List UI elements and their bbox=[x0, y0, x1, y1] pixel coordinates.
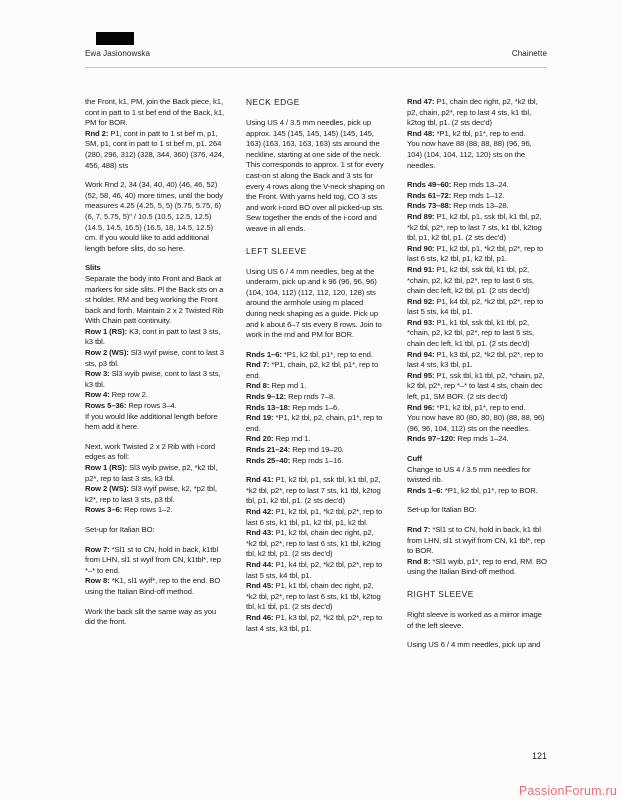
instruction-label: Row 1 (RS): bbox=[85, 326, 130, 336]
paragraph: Right sleeve is worked as a mirror image of the left sleeve. bbox=[407, 609, 542, 630]
instruction-label: Rnd 8: bbox=[407, 556, 433, 566]
instruction-label: Rnd 90: bbox=[407, 243, 437, 253]
instruction-label: Rnd 45: bbox=[246, 581, 276, 591]
header-book-title: Chainette bbox=[511, 49, 547, 58]
paragraph: Rnd 93: P1, k1 tbl, ssk tbl, k1 tbl, p2, *chain, p2, k2 tbl, p2*, rep to last 5 sts, chain dec left, k1 tbl, p1. (2 sts dec'd) bbox=[407, 317, 534, 349]
paragraph: Row 8: *K1, sl1 wyif*, rep to the end. BO using the Italian Bind-off method. bbox=[85, 576, 221, 596]
paragraph: Rnd 92: P1, k4 tbl, p2, *k2 tbl, p2*, rep to last 5 sts, k4 tbl, p1. bbox=[407, 296, 544, 317]
text-group bbox=[407, 505, 547, 516]
text-group bbox=[85, 607, 225, 628]
instruction-label: Rnds 61–72: bbox=[407, 190, 454, 200]
paragraph: Rnds 61–72: Rep rnds 1–12. bbox=[407, 190, 505, 200]
text-group bbox=[407, 525, 547, 578]
column-middle bbox=[246, 97, 386, 643]
paragraph: Rnd 45: P1, k1 tbl, chain dec right, p2, *k2 tbl, p2*, rep to last 6 sts, k1 tbl, k2tog tbl, k1 tbl, p1. (2 sts dec'd) bbox=[246, 581, 381, 612]
paragraph: Row 3: Sl3 wyib pwise, cont to last 3 sts, k3 tbl. bbox=[85, 369, 221, 389]
paragraph: You now have 80 (80, 80, 80) (88, 88, 96) (96, 96, 104, 112) sts on the needles. bbox=[407, 413, 545, 433]
instruction-label: Rnds 97–120: bbox=[407, 434, 458, 444]
text-group bbox=[246, 350, 386, 467]
section-heading: NECK EDGE bbox=[246, 97, 300, 107]
instruction-label: Rnd 95: bbox=[407, 370, 437, 380]
paragraph: Separate the body into Front and Back at markers for side slits. Pl the Back sts on a st holder. RM and beg working the Front back and forth. Maintain 2 x 2 Twisted Rib With Chain patt continuity. bbox=[85, 273, 224, 326]
paragraph: Rnd 91: P1, k2 tbl, ssk tbl, k1 tbl, p2, *chain, p2, k2 tbl, p2*, rep to last 6 sts, chain dec left, k2 tbl, p1. (2 sts dec'd) bbox=[407, 264, 534, 296]
instruction-label: Row 1 (RS): bbox=[85, 463, 130, 472]
section-heading: RIGHT SLEEVE bbox=[407, 588, 474, 599]
sub-heading: Slits bbox=[85, 263, 101, 273]
paragraph: Rnd 43: P1, k2 tbl, chain dec right, p2, *k2 tbl, p2*, rep to last 6 sts, k1 tbl, k2tog tbl, k2 tbl, p1. (2 sts dec'd) bbox=[246, 528, 381, 559]
text-group bbox=[246, 267, 386, 341]
paragraph: Rnd 95: P1, ssk tbl, k1 tbl, p2, *chain, p2, k2 tbl, p2*, rep *–* to last 4 sts, chain dec left, p1, SM BOR. (2 sts dec'd) bbox=[407, 370, 545, 402]
paragraph: Rnd 96: *P1, k2 tbl, p1*, rep to end. bbox=[407, 402, 526, 412]
paragraph: Row 7: *Sl1 st to CN, hold in back, k1tbl from LHN, sl1 st wyif from CN, k1tbl*, rep *–* to end. bbox=[85, 544, 221, 575]
instruction-label: Rnd 92: bbox=[407, 296, 437, 306]
text-group bbox=[407, 180, 547, 445]
instruction-label: Rnds 25–40: bbox=[246, 455, 293, 465]
instruction-label: Rnd 20: bbox=[246, 434, 276, 444]
section-heading: LEFT SLEEVE bbox=[246, 245, 307, 256]
instruction-label: Row 7: bbox=[85, 544, 112, 554]
instruction-label: Rnd 42: bbox=[246, 507, 276, 516]
paragraph: Work the back slit the same way as you did the front. bbox=[85, 606, 217, 627]
instruction-label: Rnd 46: bbox=[246, 612, 276, 622]
instruction-label: Rnd 48: bbox=[407, 128, 437, 138]
text-group bbox=[407, 589, 547, 600]
paragraph: Rnd 8: *Sl1 wyib, p1*, rep to end, RM. BO using the Italian Bind-off method. bbox=[407, 556, 547, 577]
paragraph: Rnds 1–6: *P1, k2 tbl, p1*, rep to BOR. bbox=[407, 485, 538, 495]
paragraph: Rnds 97–120: Rep rnds 1–24. bbox=[407, 434, 509, 444]
text-group bbox=[246, 97, 386, 108]
paragraph: Rnd 19: *P1, k2 tbl, p2, chain, p1*, rep to end. bbox=[246, 413, 383, 433]
column-right bbox=[407, 97, 547, 660]
instruction-label: Rnd 7: bbox=[407, 524, 433, 534]
paragraph: If you would like additional length before hem add it here. bbox=[85, 411, 218, 432]
text-group bbox=[246, 475, 386, 634]
text-group bbox=[85, 545, 225, 598]
text-group bbox=[407, 640, 547, 651]
instruction-label: Row 3: bbox=[85, 369, 112, 379]
paragraph: Rows 5–36: Rep rows 3–4. bbox=[85, 401, 177, 411]
paragraph: the Front, k1, PM, join the Back piece, k1, cont in patt to 1 st bef end of the Back, k1, PM for BOR. bbox=[85, 97, 225, 128]
paragraph: You now have 88 (88, 88, 88) (96, 96, 104) (104, 104, 112, 120) sts on the needles. bbox=[407, 139, 532, 170]
column-left bbox=[85, 97, 225, 637]
paragraph: Rnds 49–60: Rep rnds 13–24. bbox=[407, 180, 509, 190]
instruction-label: Rnds 73–88: bbox=[407, 201, 454, 211]
paragraph: Work Rnd 2, 34 (34, 40, 40) (46, 46, 52) (52, 58, 46, 40) more times, until the body measures 4.25 (4.25, 5, 5) (5.75, 5.75, 6) (6, 7, 5.75, 5)" / 10.5 (10.5, 12.5, 12.5) (14.5, 14.5, 16.5) (16.5, 18, 14.5, 12.5) cm. If you would like to add additional length before slits, do so here. bbox=[85, 180, 223, 253]
paragraph: Rnd 94: P1, k3 tbl, p2, *k2 tbl, p2*, rep to last 4 sts, k3 tbl, p1. bbox=[407, 349, 544, 370]
text-group bbox=[246, 118, 386, 235]
paragraph: Rnds 73–88: Rep rnds 13–28. bbox=[407, 201, 509, 211]
paragraph: Rnd 20: Rep rnd 1. bbox=[246, 434, 311, 444]
paragraph: Change to US 4 / 3.5 mm needles for twisted rib. bbox=[407, 464, 531, 485]
paragraph: Rnd 7: *P1, chain, p2, k2 tbl, p1*, rep to end. bbox=[246, 360, 379, 380]
paragraph: Using US 6 / 4 mm needles, pick up and bbox=[407, 640, 541, 650]
paragraph: Rows 3–6: Rep rows 1–2. bbox=[85, 505, 173, 515]
text-group bbox=[85, 263, 225, 433]
paragraph: Rnds 25–40: Rep rnds 1–16. bbox=[246, 455, 344, 465]
paragraph: Rnd 44: P1, k4 tbl, p2, *k2 tbl, p2*, rep to last 5 sts, k4 tbl, p1. bbox=[246, 559, 383, 580]
paragraph: Rnd 7: *Sl1 st to CN, hold in back, k1 tbl from LHN, sl1 st wyif from CN, k1 tbl*, rep to BOR. bbox=[407, 524, 545, 556]
instruction-label: Rnd 19: bbox=[246, 413, 276, 423]
instruction-label: Rnds 9–12: bbox=[246, 392, 289, 402]
instruction-label: Rnd 94: bbox=[407, 349, 437, 359]
paragraph: Row 2 (WS): Sl3 wyif pwise, k2, *p2 tbl, k2*, rep to last 3 sts, p3 tbl. bbox=[85, 484, 217, 504]
paragraph: Rnds 13–18: Rep rnds 1–6. bbox=[246, 402, 340, 412]
text-group bbox=[85, 180, 225, 254]
instruction-label: Rows 3–6: bbox=[85, 505, 125, 515]
header-author: Ewa Jasionowska bbox=[85, 49, 151, 58]
content-columns bbox=[85, 97, 547, 660]
instruction-label: Rnds 13–18: bbox=[246, 402, 293, 412]
text-group bbox=[407, 610, 547, 631]
paragraph: Row 2 (WS): Sl3 wyif pwise, cont to last 3 sts, p3 tbl. bbox=[85, 348, 224, 368]
instruction-label: Rnd 96: bbox=[407, 402, 437, 412]
instruction-label: Rnd 47: bbox=[407, 97, 437, 106]
paragraph: Set-up for Italian BO: bbox=[407, 505, 477, 515]
paragraph: Rnd 41: P1, k2 tbl, p1, ssk tbl, k1 tbl, p2, *k2 tbl, p2*, rep to last 7 sts, k1 tbl, k2tog tbl, p1, k2 tbl, p1. (2 sts dec'd) bbox=[246, 475, 381, 506]
instruction-label: Row 2 (WS): bbox=[85, 484, 131, 494]
text-group bbox=[407, 454, 547, 496]
page-header bbox=[85, 49, 547, 68]
instruction-label: Rnds 49–60: bbox=[407, 180, 454, 190]
paragraph: Next, work Twisted 2 x 2 Rib with i-cord edges as foll: bbox=[85, 441, 216, 462]
instruction-label: Rows 5–36: bbox=[85, 401, 129, 411]
paragraph: Row 1 (RS): Sl3 wyib pwise, p2, *k2 tbl, p2*, rep to last 3 sts, k3 tbl. bbox=[85, 463, 218, 483]
paragraph: Rnd 48: *P1, k2 tbl, p1*, rep to end. bbox=[407, 128, 526, 138]
instruction-label: Rnd 41: bbox=[246, 475, 276, 485]
instruction-label: Rnds 1–6: bbox=[407, 485, 445, 495]
text-group bbox=[85, 525, 225, 536]
page-number: 121 bbox=[531, 751, 547, 761]
instruction-label: Row 4: bbox=[85, 390, 112, 400]
paragraph: Row 1 (RS): K3, cont in patt to last 3 sts, k3 tbl. bbox=[85, 326, 221, 347]
paragraph: Rnds 9–12: Rep rnds 7–8. bbox=[246, 392, 336, 402]
instruction-label: Rnd 89: bbox=[407, 211, 437, 221]
instruction-label: Rnd 2: bbox=[85, 128, 111, 138]
paragraph: Rnd 89: P1, k2 tbl, p1, ssk tbl, k1 tbl, p2, *k2 tbl, p2*, rep to last 7 sts, k1 tbl, k2tog tbl, p1, k2 tbl, p1. (2 sts dec'd) bbox=[407, 211, 542, 243]
redaction-box bbox=[96, 32, 134, 45]
instruction-label: Rnds 21–24: bbox=[246, 445, 293, 455]
paragraph: Using US 4 / 3.5 mm needles, pick up approx. 145 (145, 145, 145) (145, 145, 163) (163, 163, 163, 163) sts around the neckline, starting at one side of the neck. This corresponds to approx. 1 st for every cast-on st along the Back and 3 sts for every 4 rows along the V-neck shaping on the Front. With yarns held tog, CO 3 sts and work i-cord BO over all picked-up sts. Sew together the ends of the i-cord and weave in all ends. bbox=[246, 118, 385, 233]
text-group bbox=[407, 97, 547, 171]
text-group bbox=[85, 97, 225, 171]
instruction-label: Rnd 43: bbox=[246, 528, 276, 538]
paragraph: Rnd 46: P1, k3 tbl, p2, *k2 tbl, p2*, rep to last 4 sts, k3 tbl, p1. bbox=[246, 612, 383, 633]
paragraph: Rnds 1–6: *P1, k2 tbl, p1*, rep to end. bbox=[246, 349, 373, 359]
paragraph: Row 4: Rep row 2. bbox=[85, 390, 148, 400]
paragraph: Rnd 42: P1, k2 tbl, p1, *k2 tbl, p2*, rep to last 6 sts, k1 tbl, p1, k2 tbl, p1, k2 tbl. bbox=[246, 507, 383, 527]
paragraph: Rnd 8: Rep rnd 1. bbox=[246, 381, 307, 391]
sub-heading: Cuff bbox=[407, 454, 422, 463]
paragraph: Using US 6 / 4 mm needles, beg at the underarm, pick up and k 96 (96, 96, 96) (104, 104, 112) (112, 112, 120, 128) sts around the armhole using m placed during neck shaping as a guide. Pick up and k about 6–7 sts every 8 rows. Join to work in the rnd and PM for BOR. bbox=[246, 266, 382, 340]
instruction-label: Row 2 (WS): bbox=[85, 348, 131, 358]
paragraph: Rnd 90: P1, k2 tbl, p1, *k2 tbl, p2*, rep to last 6 sts, k2 tbl, p1, k2 tbl, p1. bbox=[407, 243, 544, 264]
instruction-label: Rnd 44: bbox=[246, 559, 276, 569]
instruction-label: Rnd 7: bbox=[246, 360, 272, 370]
paragraph: Rnds 21–24: Rep rnd 19–20. bbox=[246, 445, 344, 455]
text-group bbox=[246, 246, 386, 257]
instruction-label: Rnd 8: bbox=[246, 381, 272, 391]
text-group bbox=[85, 442, 225, 516]
paragraph: Rnd 47: P1, chain dec right, p2, *k2 tbl, p2, chain, p2*, rep to last 4 sts, k1 tbl, k2tog tbl, p1. (2 sts dec'd) bbox=[407, 97, 538, 128]
instruction-label: Rnds 1–6: bbox=[246, 349, 284, 359]
instruction-label: Rnd 93: bbox=[407, 317, 437, 327]
paragraph: Set-up for Italian BO: bbox=[85, 524, 155, 534]
instruction-label: Row 8: bbox=[85, 576, 112, 586]
paragraph: Rnd 2: P1, cont in patt to 1 st bef m, p1, SM, p1, cont in patt to 1 st bef m, p1. 264 (280, 296, 312) (328, 344, 360) (376, 424, 456, 488) sts bbox=[85, 128, 224, 170]
watermark: PassionForum.ru bbox=[518, 784, 617, 798]
instruction-label: Rnd 91: bbox=[407, 264, 437, 274]
